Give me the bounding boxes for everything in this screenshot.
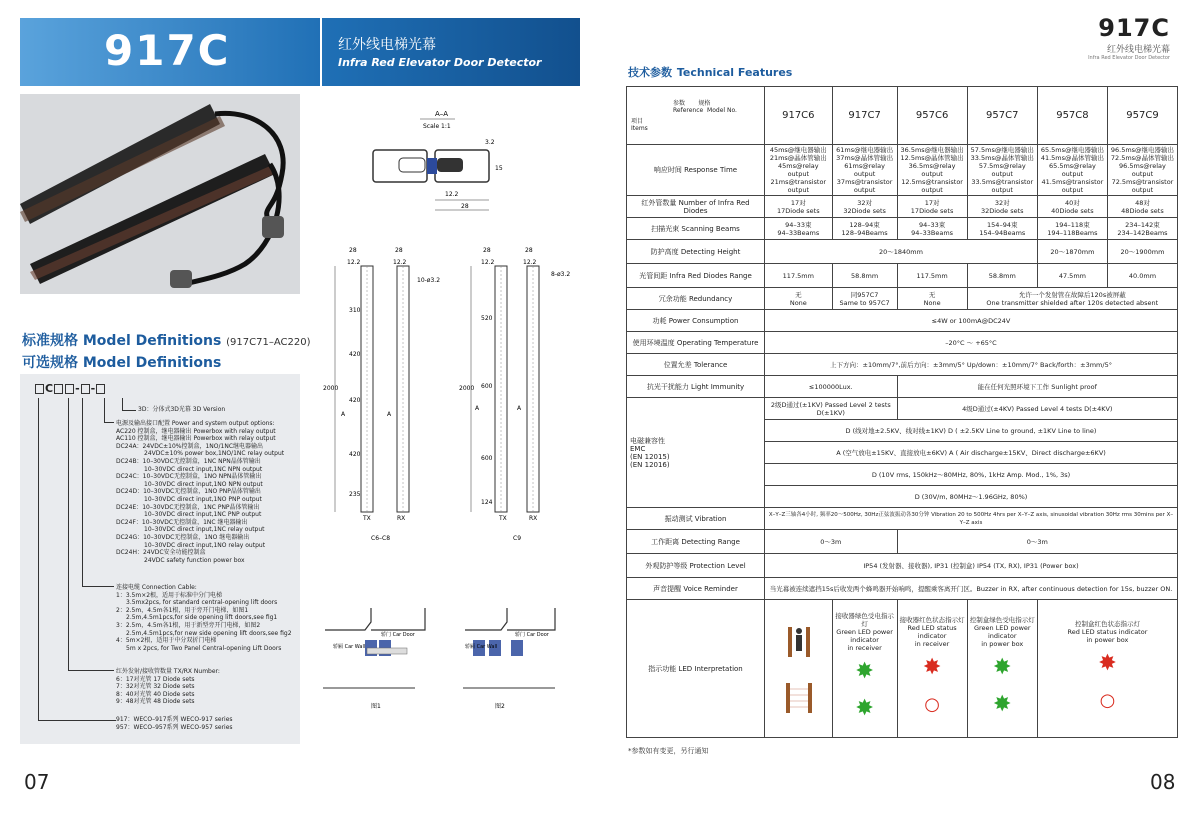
- banner-title-en: Infra Red Elevator Door Detector: [338, 56, 542, 69]
- row-temp: 使用环境温度 Operating Temperature –20°C ～ +65°C: [627, 332, 1178, 354]
- svg-text:420: 420: [349, 451, 361, 458]
- svg-text:A: A: [517, 405, 522, 412]
- dim-3-2: 3.2: [485, 139, 495, 146]
- model-header-2: 957C6: [897, 87, 967, 145]
- green-led-icon: ✸: [855, 658, 874, 684]
- tree-line-cable: [82, 398, 83, 586]
- row-rf: D (10V rms, 150kHz～80MHz, 80%, 1kHz Amp. Mod., 1%, 3s): [627, 464, 1178, 486]
- banner-title-cn: 红外线电梯光幕: [338, 37, 436, 53]
- tree-cable: 连接电缆 Connection Cable: 1：3.5m×2根，适用于标准中分门电梯 3.5mx2pcs, for standard central-opening lift doors 2：2.5m，4.5m各1根，用于旁开门电梯，如图1 2.5m,4.5m1pcs,for side opening lift doors,see fig1 3：2.5m，4.5m各1根，用于新型旁开门电梯，如图2 2.5m,4.5m1pcs,for new side opening lift doors,see fig2 4：5m×2根，适用于中分双折门电梯 5m x 2pcs, for Two Panel Central-opening Lift Doors: [116, 584, 292, 652]
- page-number-left: 07: [24, 770, 50, 794]
- svg-text:2000: 2000: [459, 385, 475, 392]
- row-diodes: 红外管数量 Number of Infra Red Diodes 17对 17Diode sets 32对 32Diode sets 17对 17Diode sets 32对 32Diode sets 40对 40Diode sets 48对 48Diode sets: [627, 196, 1178, 218]
- svg-text:600: 600: [481, 383, 493, 390]
- fig1-label: 图1: [371, 703, 381, 710]
- svg-text:420: 420: [349, 397, 361, 404]
- svg-text:A: A: [475, 405, 480, 412]
- banner-divider: [320, 18, 322, 86]
- led-green-receiver: 接收器绿色受电指示灯 Green LED power indicator in receiver ✸ ✸: [832, 600, 897, 738]
- svg-text:2000: 2000: [323, 385, 339, 392]
- c9-label: C9: [513, 535, 522, 542]
- svg-text:TX: TX: [363, 515, 371, 522]
- logo-model: 917C: [1098, 14, 1170, 42]
- svg-text:A: A: [341, 411, 346, 418]
- svg-text:235: 235: [349, 491, 361, 498]
- fig1-car-door: 轿门 Car Door: [381, 632, 415, 638]
- svg-text:28: 28: [349, 247, 357, 254]
- svg-text:28: 28: [483, 247, 491, 254]
- c6-c8-label: C6–C8: [371, 535, 391, 542]
- svg-text:A: A: [387, 411, 392, 418]
- tree-branch-tx: [68, 670, 114, 671]
- logo-en: Infra Red Elevator Door Detector: [1088, 55, 1170, 61]
- fig2-car-door: 轿门 Car Door: [515, 632, 549, 638]
- technical-drawings: [305, 100, 595, 740]
- tree-line-series: [38, 398, 39, 720]
- row-redundancy: 冗余功能 Redundancy 无 None 同957C7 Same to 957C7 无 None 允许一个发射管在故障后120s被屏蔽 One transmitter shielded after 120s detected absent: [627, 288, 1178, 310]
- row-protection: 外观防护等级 Protection Level IP54 (发射器、接收器), IP31 (控制盒) IP54 (TX, RX), IP31 (Power box): [627, 554, 1178, 578]
- green-led-icon: ✸: [993, 654, 1012, 680]
- dim-12-2: 12.2: [445, 191, 459, 198]
- row-vibration: 振动测试 Vibration X–Y–Z三轴各4小时, 频率20～500Hz, 30Hz正弦波振动各30分钟 Vibration 20 to 500Hz 4hrs per X–Y–Z axis, sinusoidal vibration 30Hz rms 30mins per X–Y–Z axis: [627, 508, 1178, 530]
- svg-text:28: 28: [395, 247, 403, 254]
- opt-spec-title: 可选规格 Model Definitions: [22, 355, 222, 371]
- model-header-4: 957C8: [1037, 87, 1107, 145]
- row-surge: D (线对地±2.5KV、线对线±1KV) D ( ±2.5KV Line to ground, ±1KV Line to line): [627, 420, 1178, 442]
- tree-branch-cable: [82, 586, 114, 587]
- page-number-right: 08: [1150, 770, 1176, 794]
- row-response-time: 响应时间 Response Time 45ms@继电器输出 21ms@晶体管输出 45ms@relay output 21ms@transistor output 61ms@继电器输出 37ms@晶体管输出 61ms@relay output 37ms@transistor output 36.5ms@继电器输出 12.5ms@晶体管输出 36.5ms@relay output 12.5ms@transistor output 57.5ms@继电器输出 33.5ms@晶体管输出 57.5ms@relay output 33.5ms@transistor output 65.5ms@继电器输出 41.5ms@晶体管输出 65.5ms@relay output 41.5ms@transistor output 96.5ms@继电器输出 72.5ms@晶体管输出 96.5ms@relay output 72.5ms@transistor output: [627, 145, 1178, 196]
- row-detect-range: 工作距离 Detecting Range 0～3m 0～3m: [627, 530, 1178, 554]
- tree-power: 电源及输出接口配置 Power and system output options: AC220 控制盒，继电器输出 Powerbox with relay output AC110 控制盒，继电器输出 Powerbox with relay output DC24A：24VDC±10%控制盒，1NO/1NC继电器输出 24VDC±10% power box,1NO/1NC relay output DC24B：10–30VDC无控制盒，1NC NPN晶体管输出 10–30VDC direct input,1NC NPN output DC24C：10–30VDC无控制盒，1NO NPN晶体管输出 10–30VDC direct input,1NO NPN output DC24D：10–30VDC无控制盒，1NO PNP晶体管输出 10–30VDC direct input,1NO PNP output DC24E：10–30VDC无控制盒，1NC PNP晶体管输出 10–30VDC direct input,1NC PNP output DC24F：10–30VDC无控制盒，1NC 继电器输出 10–30VDC direct input,1NC relay output DC24G：10–30VDC无控制盒，1NO 继电器输出 10–30VDC direct input,1NO relay output DC24H：24VDC安全功能控制盒 24VDC safety function power box: [116, 420, 285, 564]
- tech-features-title: 技术参数 Technical Features: [628, 66, 793, 79]
- fig1-car-wall: 轿厢 Car Wall: [333, 644, 366, 650]
- red-led-icon: ✸: [1098, 650, 1117, 676]
- tree-branch-3d: [122, 410, 136, 411]
- svg-text:RX: RX: [529, 515, 538, 522]
- tree-tx: 红外发射/接收管数量 TX/RX Number: 6：17对光管 17 Diode sets 7：32对光管 32 Diode sets 8：40对光管 40 Diode sets 9：48对光管 48 Diode sets: [116, 668, 220, 706]
- row-range: 光管间距 Infra Red Diodes Range 117.5mm 58.8mm 117.5mm 58.8mm 47.5mm 40.0mm: [627, 264, 1178, 288]
- red-led-off-icon: ○: [924, 693, 940, 715]
- green-led-icon: ✸: [855, 695, 874, 721]
- dim-15: 15: [495, 165, 503, 172]
- row-radiated: D (30V/m, 80MHz～1.96GHz, 80%): [627, 486, 1178, 508]
- svg-text:12.2: 12.2: [393, 259, 407, 266]
- svg-text:520: 520: [481, 315, 493, 322]
- svg-text:420: 420: [349, 351, 361, 358]
- scale-label: Scale 1:1: [423, 123, 451, 130]
- model-header-5: 957C9: [1107, 87, 1177, 145]
- svg-text:12.2: 12.2: [347, 259, 361, 266]
- spec-table: [626, 86, 1178, 738]
- tree-branch-power: [104, 422, 114, 423]
- led-red-receiver: 接收器红色状态指示灯 Red LED status indicator in receiver ✸ ○: [897, 600, 967, 738]
- svg-text:124: 124: [481, 499, 493, 506]
- fig2-label: 图2: [495, 703, 505, 710]
- svg-text:12.2: 12.2: [481, 259, 495, 266]
- svg-text:12.2: 12.2: [523, 259, 537, 266]
- std-spec-title: 标准规格 Model Definitions (917C71–AC220): [22, 333, 311, 349]
- svg-text:600: 600: [481, 455, 493, 462]
- logo-cn: 红外线电梯光幕: [1106, 45, 1170, 55]
- product-image: [20, 94, 300, 294]
- svg-text:310: 310: [349, 307, 361, 314]
- hole-spec-c6: 10-ø3.2: [417, 277, 441, 284]
- person-sensor-icon: [768, 613, 828, 723]
- led-green-powerbox: 控制盒绿色受电指示灯 Green LED power indicator in power box ✸ ✸: [967, 600, 1037, 738]
- fig2-car-wall: 轿厢 Car Wall: [465, 644, 498, 650]
- banner-model: 917C: [104, 26, 231, 75]
- tree-branch-series: [38, 720, 116, 721]
- dim-28: 28: [461, 203, 469, 210]
- row-voice: 声音提醒 Voice Reminder 当光幕被连续遮挡15s后收发两个蜂鸣器开始响鸣，提醒乘客离开门区。Buzzer in RX, after continuous detection for 15s, buzzer ON.: [627, 578, 1178, 600]
- svg-text:TX: TX: [499, 515, 507, 522]
- right-logo: [1088, 14, 1170, 61]
- svg-text:RX: RX: [397, 515, 406, 522]
- model-code-pattern: C - -: [34, 382, 106, 395]
- red-led-icon: ✸: [922, 654, 942, 680]
- table-header-row: [627, 87, 1178, 145]
- footnote: *参数如有变更，另行通知: [628, 747, 709, 755]
- model-header-1: 917C7: [832, 87, 897, 145]
- tree-series: 917：WECO–917系列 WECO-917 series 957：WECO–957系列 WECO-957 series: [116, 716, 233, 731]
- tree-line-3d: [122, 398, 123, 410]
- row-led: 指示功能 LED Interpretation 接收器绿色受电指示灯 Green LED power indicator in receiver ✸ ✸ 接收器红色状态指示灯 Red LED status indicator in receiver ✸ ○ 控制盒绿色受电指示灯 Green LED power indicator in power box ✸ ✸ 控制盒红色状态指示灯 Red LED status indicator in power box ✸ ○: [627, 600, 1178, 738]
- green-led-icon: ✸: [993, 691, 1012, 717]
- red-led-off-icon: ○: [1099, 689, 1116, 711]
- led-icon-cell: [765, 600, 833, 738]
- aa-label: A–A: [435, 110, 449, 118]
- row-esd: A (空气放电±15KV、直接放电±6KV) A ( Air discharge±15KV、Direct discharge±6KV): [627, 442, 1178, 464]
- tree-line-tx: [68, 398, 69, 670]
- row-tolerance: 位置允差 Tolerance 上下方向：±10mm/7°,前后方向：±3mm/5° Up/down：±10mm/7° Back/forth：±3mm/5°: [627, 354, 1178, 376]
- model-header-0: 917C6: [765, 87, 833, 145]
- model-header-3: 957C7: [967, 87, 1037, 145]
- row-light: 抗光干扰能力 Light Immunity ≤100000Lux. 能在任何光照环境下工作 Sunlight proof: [627, 376, 1178, 398]
- row-height: 防护高度 Detecting Height 20～1840mm 20～1870mm 20～1900mm: [627, 240, 1178, 264]
- row-eft: 电磁兼容性 EMC (EN 12015) (EN 12016) 2级D通过(±1KV) Passed Level 2 tests D(±1KV) 4级D通过(±4KV) Passed Level 4 tests D(±4KV): [627, 398, 1178, 420]
- row-power: 功耗 Power Consumption ≤4W or 100mA@DC24V: [627, 310, 1178, 332]
- header-corner-cell: 参数 规格 Reference Model No. 项目 Items: [627, 87, 765, 145]
- title-banner: [20, 18, 580, 86]
- product-photo: [20, 94, 300, 294]
- svg-text:28: 28: [525, 247, 533, 254]
- row-beams: 扫描光束 Scanning Beams 94–33束 94–33Beams 128–94束 128–94Beams 94–33束 94–33Beams 154–94束 154–94Beams 194–118束 194–118Beams 234–142束 234–142Beams: [627, 218, 1178, 240]
- led-red-powerbox: 控制盒红色状态指示灯 Red LED status indicator in power box ✸ ○: [1037, 600, 1177, 738]
- tree-3d: 3D：分体式3D光幕 3D Version: [138, 406, 226, 413]
- tree-line-power: [104, 398, 105, 422]
- hole-spec-c9: 8-ø3.2: [551, 271, 571, 278]
